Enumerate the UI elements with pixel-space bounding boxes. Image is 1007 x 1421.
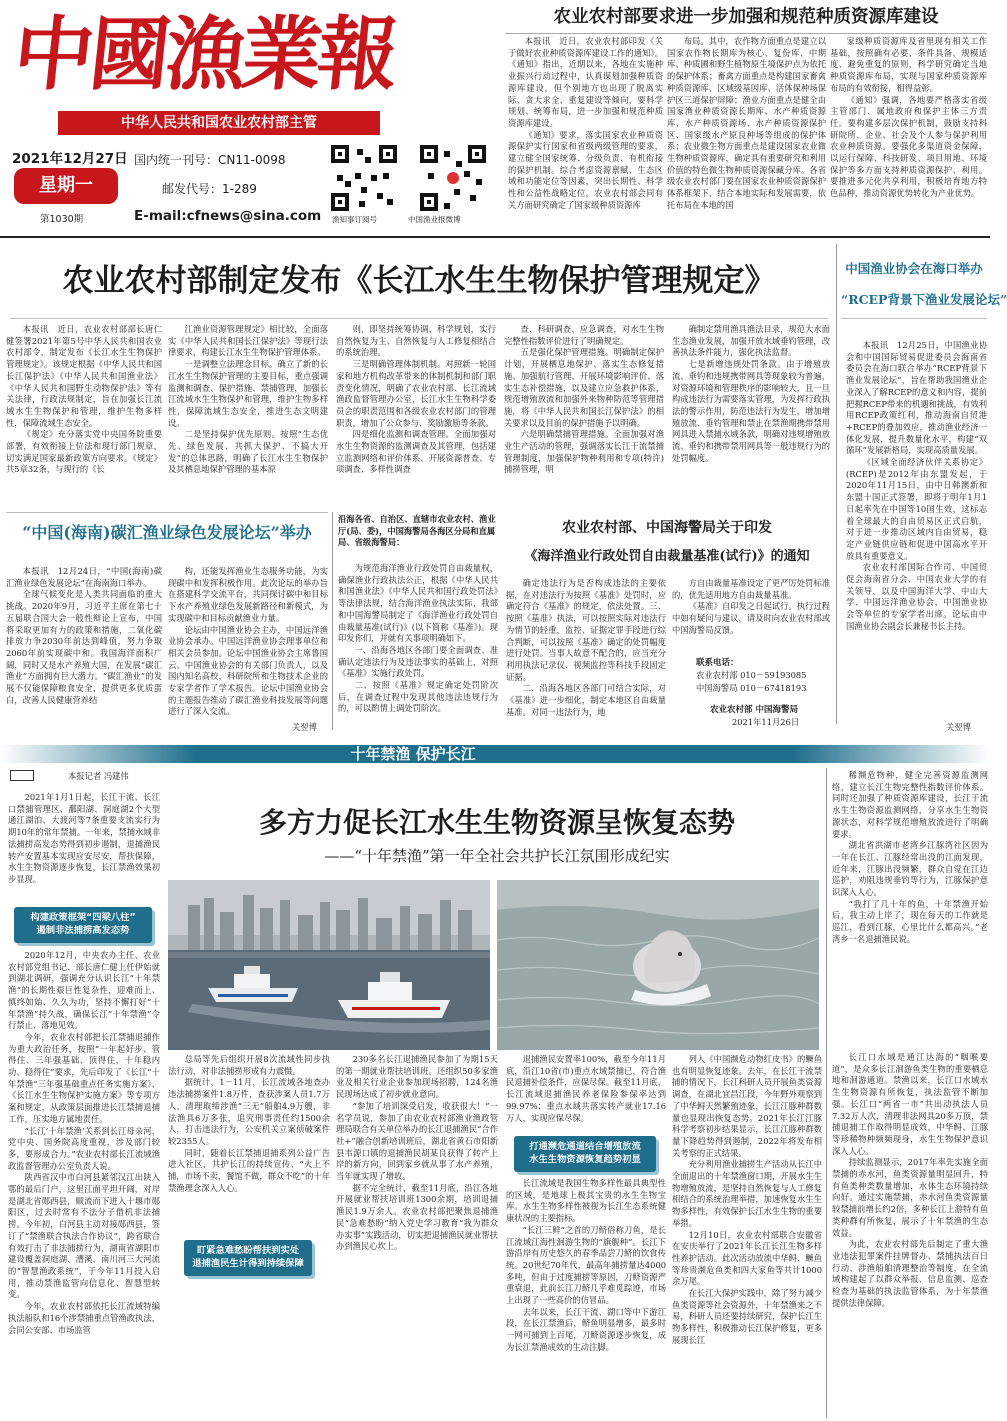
feature-subhead-2: 盯紧急难愁盼帮扶到实处 退捕渔民生计得到持续保障 <box>184 1240 312 1276</box>
penalty-title-1: 农业农村部、中国海警局关于印发 <box>562 520 772 536</box>
weibo-icon <box>445 170 461 186</box>
cn-number: 国内统一刊号：CN11-0098 <box>134 153 286 167</box>
forum1-byline: 关翌博 <box>292 722 317 732</box>
qr1-caption: 渔知事订阅号 <box>332 215 377 224</box>
penalty-col3: 方自由裁量基准设定了更严厉处罚标准的，优先适用地方自由裁量基准。 《基准》自印发之日起试行。执行过程中如有疑问与建议，请及时向农业农村部或中国海警局反馈。 <box>672 578 830 635</box>
feature-col6: 长江口水域是通江达海的“咽喉要道”，是众多长江洄游鱼类生物的重要栖息地和洄游通道。禁渔以来，长江口水域水生生物资源有所恢复，执法监管不断加强。长江口“两省一市”共出动执法人员7.32万人次，清理非法网具20多万顶，禁捕退捕工作取得明显成效，中华鲟、江豚等珍稀物种频频现身，水生生物保护意识深入人心。 持续监测显示，2017年率先实施全面禁捕的赤水河，鱼类资源量明显回升，特有鱼类种类数量增加，水体生态环境持续向好。通过实施禁捕，赤水河鱼类资源量较禁捕前增长约2倍，多种长江上游特有鱼类种群有所恢复，展示了十年禁渔的生态效益。 为此，农业农村部先后制定了重大渔业违法犯罪案件挂牌督办、禁捕执法百日行动、涉渔船舶清理整治等制度，在全流域构建起了以群众举报、信息监测、巡查检查为基础的执法监管体系，为十年禁渔提供法律保障。 <box>832 1052 988 1308</box>
penalty-signature: 农业农村部 中国海警局 <box>710 705 798 715</box>
topright-col2: 布局。其中，农作物方面重点是建立以国家农作物长期库为核心、复份库、中期库、种质圃和野生植物原生境保护点为依托的保护体系；畜禽方面重点是构建国家畜禽种质资源库、区域级基因库、活体保种场保护区三道保护屏障；渔业方面重点是健全由国家渔业种质资源长期库、水产种质资源库、水产种质资源场、水产种质资源保护区、国家级水产原良种场等组成的保护体系；农业微生物方面重点是建设国家农业微生物种质资源库，确定具有重要研究和利用价值的特色微生物种质资源保藏分库。各省级农业农村部门要在国家农业种质资源保护体系框架下，结合本地实际和发展需要，依托布局在本地的国 <box>667 36 826 210</box>
sponsor-banner <box>58 111 380 135</box>
weekday-text: 星期一 <box>39 175 93 196</box>
penalty-head: 沿海各省、自治区、直辖市农业农村、渔业厅(局、委)，中国海警局各海区分局和直属局、省级海警局： <box>338 514 496 548</box>
main-col5: 确制定禁用渔具渔法目录，规范大水面生态渔业发展，加强开放水域垂钓管理，改善执法条件能力，强化执法监督。 七是新增违规处罚条款。由于增殖放流、垂钓和违规携带网具等现象较为普遍，对资源环境和管理秩序的影响较大，且一旦构成违法行为需要落实管理，为发挥行政执法的警示作用，防范违法行为发生，增加增殖放流、垂钓管理和禁止在禁渔期携带禁用网具进入禁捕水域条款，明确对违规增殖放流、垂钓和携带禁用网具等一般违规行为的处罚幅度。 <box>672 324 830 463</box>
topright-col3: 家级种质资源库及省里现有相关工作基础，按照确有必要、条件具备、规模适度、避免重复的原则，科学研究确定当地种质资源库布局，实现与国家种质资源库布局的有效衔接，相得益彰。 《通知》强调，各地要严格落实省级主管部门、属地政府和保护主体三方责任。要构建多层次保护机制，鼓励支持科研院所、企业、社会及个人参与保护利用农业种质资源。要强化多渠道资金保障，以运行保障、科技研发、项目用地、环境保护等多方面支持种质资源保护、利用。要推进多元化共享利用，积极培育地方特色品种，推动资源优势转化为产业优势。 <box>830 36 987 199</box>
main-col2: 江渔业资源管理规定》相比较，全面落实《中华人民共和国长江保护法》等现行法律要求，构建长江水生生物保护管理体系。 一是调整立法理念目标。确立了新的长江水生生物保护管理的主要目标，重点强调监测和调查、保护措施、禁捕管理，加强长江流域水生生物保护和管理，维护生物多样性，保障流域生态安全，推进生态文明建设。 二是坚持保护优先原则。按照“生态优先、绿色发展、共抓大保护、不搞大开发”的总体思路，明确了长江水生生物保护及其栖息地保护管理的基本原 <box>168 324 328 475</box>
rcep-title-2: “RCEP背景下渔业发展论坛” <box>841 292 1007 307</box>
feature-col6-top: 稀濒危物种，健全完善资源监测网络，建立长江生物完整性指数评价体系。同时还加强了种质资源库建设，长江干流水生生物资源监测网络，分享水生生物资源状态，对科学规范增殖放流进行了明确要求。 湖北省洪湖市老湾乡江豚湾社区因为一年在长江、江豚经常出没的江面发现，近年来，江豚出没频繁，群众自觉在江边巡护，劝阻违规垂钓等行为，江豚保护意识深入人心。 “我打了几十年的鱼，十年禁渔开始后，我主动上岸了，现在每天的工作就是巡江，看到江豚，心里比什么都高兴。”老湾乡一名退捕渔民说。 <box>832 770 988 944</box>
photo-patrol-boats <box>168 880 490 1050</box>
penalty-contact-2: 中国海警局 010－67418193 <box>696 683 807 693</box>
feature-col5: 列入《中国濒危动物红皮书》的鳜鱼也有明显恢复迹象。去年，在长江干流禁捕的情况下，长江科研人员开展鱼类资源调查，在湖北宜昌江段，今年野外观察到了中华鲟天然繁殖迹象，长江江豚种群数量也显现出恢复态势。2021年长江江豚科学考察初步结果显示，长江江豚种群数量下降趋势得到遏制，2022年将发布相关考察的正式结果。 充分利用渔业捕捞生产活动从长江中全面退出的十年禁渔窗口期，开展水生生物增殖放流，是坚持自然恢复与人工修复相结合的系统治理举措，加速恢复水生生物多样性，有效保护长江水生生物的重要举措。 12月10日，农业农村部联合安徽省在安庆举行了2021年长江长江生物多样性养护活动。此次活动放流中华鲟、鳜鱼等珍贵濒危鱼类和四大家鱼等共计1000余万尾。 在长江大保护实践中，除了努力减少鱼类资源等社会资源外，十年禁渔来之不易，科研人员还要持续研究，保护长江生物多样性，积极推动长江保护修复，更多展现长江 <box>672 1054 822 1345</box>
topright-col1: 本报讯 近日，农业农村部印发《关于做好农业种质资源库建设工作的通知》。《通知》指出，近期以来，各地在实施种业振兴行动过程中，认真谋划加强种质资源库建设，但个别地方也出现了脱离实际、贪大求全、重复建设等倾向，要科学规划、统筹布局，进一步加强和规范种质资源库建设。 《通知》要求，落实国家农业种质资源保护实行国家和省级两级管理的要求，建立健全国家统筹、分级负责、有机衔接的保护机制。综合考虑资源禀赋、生态区域和功能定位等因素，突出长期性、科学性和公益性战略定位，农业农村部会同有关方面研究确定了国家级种质资源库 <box>508 36 663 210</box>
main-col4: 查、科研调查、应急调查，对水生生物完整性指数评价进行了明确规定。 五是强化保护管理措施。明确制定保护计划，开展栖息地保护、落实生态修复措施、加强航行管理、开展环境影响评价、落实生态补偿措施，以及建立应急救护体系，规范增殖放流和加强外来物种防范等管理措施，将《中华人民共和国长江保护法》的相关要求以及目前的保护措施予以明确。 六是明确禁捕管理措施。全面加强对渔业生产活动的管理，强调落实长江干流禁捕管理制度，加强保护物种利用和专项(特许)捕捞管理，明 <box>504 324 664 475</box>
weekday-badge <box>14 168 118 204</box>
qr2-caption: 中国渔业报微博 <box>408 215 461 224</box>
penalty-date: 2021年11月26日 <box>732 717 800 727</box>
feature-title: 多方力促长江水生生物资源呈恢复态势 <box>258 806 735 839</box>
feature-col1-intro: 2021年1月1日起，长江干流、长江口禁捕管理区、鄱阳湖、洞庭湖2个大型通江湖泊、大渡河等7条重要支流实行为期10年的常年禁捕。一年来，禁捕水域非法捕捞高发态势得到初步遏制，退捕渔民转产安置基本实现应安尽安，帮扶保障，水生生物资源逐步恢复，长江禁渔效果初步显现。 <box>8 792 160 884</box>
photo-finless-porpoise <box>497 880 819 1050</box>
main-col1: 本报讯 近日，农业农村部部长唐仁健签署2021年第5号中华人民共和国农业农村部令，制定发布《长江水生生物保护管理规定》。该规定根据《中华人民共和国长江保护法》《中华人民共和国渔业法》《中华人民共和国野生动物保护法》等有关法律，行政法规制定，旨在加强长江流域水生生物保护和管理，维护生物多样性，保障流域生态安全。 《规定》充分落实党中央国务院重要部署，有效衔接上位法和现行部门规章，切实满足国家最新政策方向要求。《规定》共5章32条，与现行的《长 <box>6 324 162 475</box>
feature-subhead-1: 构建政策框架“四梁八柱” 遏制非法捕捞高发态势 <box>14 907 152 943</box>
feature-col2: 总局等先后组织开展8次流域性同步执法行动，对非法捕捞形成有力震慑。 据统计，1－11月，长江流域各地查办违法捕捞案件1.8万件，查获涉案人员1.7万人，清理取缔涉渔“三无”船舶4.9万艘，非法渔具6万多张，追究刑事责任约1500余人，打击违法行为，公安机关立案侦破案件较2355人。 同时，随着长江禁捕退捕系列公益广告进入社区，共护长江的持续宣传、“火上不捕，市场不卖，餐馆不做，群众不吃”的十年禁渔理念深入人心。 <box>168 1054 330 1193</box>
feature-col3: 230多名长江退捕渔民参加了为期15天的第一期就业帮扶培训班。还组织50多家渔业及相关行业企业参加现场招聘，124名渔民现场达成了初步就业意向。 “参加了培训深受启发，收获很大！”一名学员说，参加了由农业农村部渔业渔政管理局联合有关单位举办的长江退捕渔民“合作社+”融合创新培训班后，湖北省黄石市阳新县韦源口镇的退捕渔民胡某良获得了转产上岸的新方向，回到家乡就从事了水产养殖，当年就实现了增收。 据不完全统计，截至11月底，沿江各地开展就业帮扶培训班1300余期，培训退捕渔民1.9万余人。农业农村部把聚焦退捕渔民“急难愁盼”纳入党史学习教育“我为群众办实事”实践活动，切实把退捕渔民就业帮扶办到渔民心坎上。 <box>336 1054 498 1252</box>
forum1-col2: 构，还能发挥渔业生态服务功能，为实现碳中和发挥积极作用。此次论坛的举办旨在搭建科学交流平台，共同探讨碳中和目标下水产养殖业绿色发展新路径和新模式，为实现碳中和目标贡献渔业力量。 论坛由中国渔业协会主办，中国远洋渔业协会承办。中国远洋渔业协会理事单位和相关会员参加。论坛中国渔业协会主席鲁国云、中国渔业协会的有关部门负责人，以及国内知名高校，科研院所和生物技术企业的专家学者作了学术报告。论坛中国渔业协会的主题报告推动了碳汇渔业科技发展等问题进行了深入交流。 <box>168 566 328 717</box>
feature-banner-text: 十年禁渔 保护长江 <box>350 745 476 763</box>
feature-col4-top: 退捕渔民安置率100%，截至今年11月底，沿江10省(市)重点水域禁捕已，符合渔民退捕补偿条件，应保尽保。截至11月底，长江流域退捕渔民养老保险参保率达到99.97%；重点水域共落实转产就业17.16万人，实现应保尽保。 <box>506 1054 666 1123</box>
qr-code-weibo <box>420 145 486 211</box>
feature-subtitle: ——“十年禁渔”第一年全社会共护长江氛围形成纪实 <box>324 847 670 865</box>
penalty-col1: 为规范海洋渔业行政处罚自由裁量权，确保渔业行政执法公正，根据《中华人民共和国渔业法》《中华人民共和国行政处罚法》等法律法规，结合海洋渔业执法实际，我部和中国海警局制定了《海洋渔业行政处罚自由裁量基准(试行)》(以下简称《基准》)。现印发你们，并就有关事项明确如下。 一、沿海各地区各部门要全面调查、准确认定违法行为及违法事实的基础上，对照《基准》实施行政处罚。 二、按照《基准》规定确定处罚阶次后，在调查过程中发现其他违法违规行为的，可以酌情上调处罚阶次。 <box>338 563 498 714</box>
sponsor-text: 中华人民共和国农业农村部主管 <box>121 115 317 131</box>
feature-author: 本报记者 冯建伟 <box>68 771 129 781</box>
masthead-title: 中國漁業報 <box>9 7 400 101</box>
issue-number: 第1030期 <box>40 214 84 225</box>
issue-date: 2021年12月27日 <box>12 151 128 167</box>
rcep-body: 本报讯 12月25日，中国渔业协会和中国国际贸易促进委员会海南省委员会在海口联合举办“RCEP背景下渔业发展论坛”，旨在帮助我国渔业企业深入了解RCEP的意义和内容，提前把握RCEP带来的机遇和挑战，有效利用RCEP政策红利，推动海南自贸港+RCEP的叠加效应，推动渔业经济一体化发展，提升数量化水平，构建“双循环”发展新格局，实现高质量发展。 《区域全面经济伙伴关系协定》(RCEP)是2012年由东盟发起，于2020年11月15日，由中日韩澳新和东盟十国正式签署，即将于明年1月1日起率先在中国等10国生效，这标志着全球最大的自由贸易区正式启航，对于进一步推动区域内自由贸易，稳定产业链供应链和促进中国高水平开放具有重要意义。 农业农村部国际合作司、中国贸促会海南省分会、中国农业大学的有关领导，以及中国海洋大学、中山大学、中国远洋渔业协会、中国渔业协会等单位的专家学者出席。论坛由中国渔业协会副会长兼秘书长主持。 <box>846 340 987 631</box>
feature-col1: 2020年12月，中央农办主任、农业农村部党组书记、部长唐仁健上任伊始就到湖北调研，强调充分认识长江“十年禁渔”的长期性艰巨性复杂性，迎难而上、慎终如始、久久为功，坚持不懈打好“十年禁渔”持久战，确保长江“十年禁渔”令行禁止、落地见效。 今年，农业农村部把长江禁捕退捕作为重大政治任务，按照“一年起好步、管得住、三年强基础、顶得住，十年稳内功、稳得住”要求，先后印发了《长江“十年禁渔”三年强基础重点任务实施方案》、《长江水生生物保护实施方案》等专项方案和规定，从政策层面推进长江禁捕退捕工作，压实地方属地责任。 “长江‘十年禁渔’关系到长江母亲河，党中央、国务院高度重视，涉及部门较多，要形成合力。”农业农村部长江流域渔政监督管理办公室负责人说。 陕西省汉中市白河县紧邻汉江出陕入鄂的最后门户，这里江面平坦开阔，对岸是湖北省郧西县，顺流而下进入十堰市郧阳区，过去时常有不法分子借机非法捕捞。今年初，白河县主动对接郧西县，签订了“禁渔联合执法合作协议”，跨省联合有效打击了非法捕捞行为，湖南省湖阳市建设覆盖洞庭湖、漕溪、南川河三大河流的“智慧渔政系统”，于今年11月投入启用，推动禁渔监管向信息化、智慧型转变。 今年，农业农村部依托长江流域特编执法船队和16个涉禁捕重点管渔政执法，会同公安部、市场监管 <box>8 950 160 1335</box>
feature-col4: 长江流域是我国生物多样性最具典型性的区域，是地球上极其宝贵的水生生物宝库。水生生物多样性被视为长江生态系统健康状况的主要指标。 “长江三鲜”之首的刀鲚俗称刀鱼，是长江流域江海性洄游生物的“旗舰种”。长江下游沿岸有历史悠久的春季品尝刀鲚的饮食传统。20世纪70年代，最高年捕捞量达4000多吨，但由于过度捕捞等原因，刀鲚资源严重衰退，此前长江刀鲚几乎难觅踪迹，市场上出现了一些高价的仿冒品。 去年以来，长江干流、湖口等中下游江段，在长江禁渔后，鲚鱼明显增多，最多时一网可捕到上百尾，刀鲚资源逐步恢复，成为长江禁渔成效的生动注脚。 <box>506 1178 666 1352</box>
forum1-col1: 本报讯 12月24日，“中国(海南)碳汇渔业绿色发展论坛”在海南海口举办。 全球气候变化是人类共同面临的重大挑战。2020年9月，习近平主席在第七十五届联合国大会一般性辩论上宣布，中国将采取更加有力的政策和措施，二氧化碳排放力争2030年前达到峰值，努力争取2060年前实现碳中和。我国海洋面积广阔，同时又是水产养殖大国，在发展“碳汇渔业”方面拥有巨大潜力。“碳汇渔业”的发展不仅能保障粮食安全，提供更多优质蛋白，改善人民健康营养结 <box>6 566 162 705</box>
topright-title: 农业农村部要求进一步加强和规范种质资源库建设 <box>553 7 939 27</box>
post-code: 邮发代号：1-289 <box>162 182 257 196</box>
rcep-byline: 关翌博 <box>946 722 971 732</box>
email: E-mail:cfnews@sina.com <box>134 208 322 224</box>
penalty-col2: 确定违法行为是否构成违法的主要依据，在对违法行为按照《基准》处罚时，应确定符合《基准》的规定，依法处置。三、按照《基准》执法，可以按照实际对违法行为情节的轻重，监控、证据定罪手段进行综合判断，可以按照《基准》确定的处罚幅度进行处罚。当事人故意不配合的，应当充分利用执法记录仪、视频监控等科技手段固定证据。 二、沿海各地区各部门可结合实际，对《基准》进一步细化，制定本地区自由裁量基准。对同一违法行为，地 <box>506 578 666 717</box>
feature-tag <box>10 770 34 781</box>
penalty-contact-label: 联系电话： <box>696 658 739 668</box>
main-headline: 农业农村部制定发布《长江水生生物保护管理规定》 <box>62 263 776 299</box>
penalty-contact-1: 农业农村部 010－59193085 <box>696 670 807 680</box>
penalty-title-2: 《海洋渔业行政处罚自由裁量基准(试行)》的通知 <box>524 549 810 564</box>
forum1-title: “中国(海南)碳汇渔业绿色发展论坛”举办 <box>22 523 312 542</box>
qr-code-subscription <box>331 145 397 211</box>
main-col3: 则，即坚持统筹协调、科学规划，实行自然恢复为主、自然恢复与人工修复相结合的系统治理。 三是明确管理体制机制。对照新一轮国家和地方机构改革带来的体制机制和部门职责变化情况，明确了农业农村部、长江流域渔政监督管理办公室，长江水生生物科学委员会的职责范围和各级农业农村部门的管理职责，增加了公众参与、奖励激励等条款。 四是细化监测和调查管理。全面加强对水生生物资源的监测调查及其管理，包括建立监测网络和评价体系、开展资源普查、专项调查、多样性调查 <box>336 324 496 475</box>
rcep-title-1: 中国渔业协会在海口举办 <box>845 261 983 276</box>
feature-subhead-3: 打通濒危通道结合增殖放流 水生生物资源恢复趋势初显 <box>514 1136 656 1172</box>
